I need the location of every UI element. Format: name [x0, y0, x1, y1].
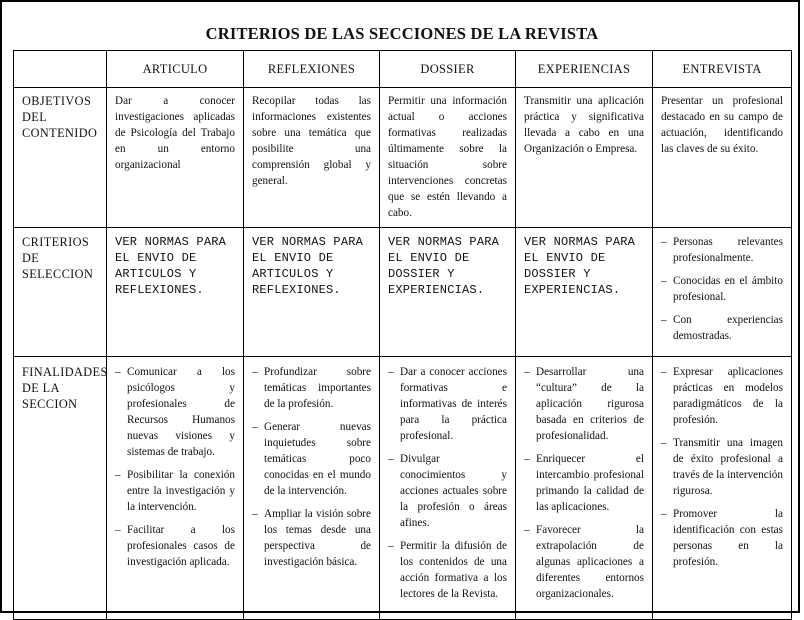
column-header-articulo: ARTICULO [107, 51, 244, 88]
list-item: – Con experiencias demostradas. [661, 312, 783, 344]
cell-criterios-experiencias: VER NORMAS PARA EL ENVIO DE DOSSIER Y EXPERIENCIAS. [516, 228, 653, 357]
list-item: – Enriquecer el intercambio profesional primando la calidad de las aplicaciones. [524, 451, 644, 515]
corner-cell [14, 51, 107, 88]
row-header-criterios: CRITERIOS DE SELECCION [14, 228, 107, 357]
list-item: – Promover la identificación con estas personas en la profesión. [661, 506, 783, 570]
list-item: – Desarrollar una “cultura” de la aplicación rigurosa basada en criterios de profesionalidad. [524, 364, 644, 444]
bullet-list [524, 364, 644, 602]
list-item: – Favorecer la extrapolación de algunas aplicaciones a diferentes entornos organizacionales. [524, 522, 644, 602]
cell-finalidades-entrevista [653, 357, 792, 620]
cell-criterios-entrevista [653, 228, 792, 357]
list-item: – Comunicar a los psicólogos y profesionales de Recursos Humanos nuevas visiones y sistemas de trabajo. [115, 364, 235, 460]
bullet-list [388, 364, 507, 602]
list-item: – Divulgar conocimientos y acciones actuales sobre la profesión o áreas afines. [388, 451, 507, 531]
list-item: – Personas relevantes profesionalmente. [661, 234, 783, 266]
table-row-objetivos [14, 88, 792, 228]
bullet-list [661, 364, 783, 570]
table-row-criterios [14, 228, 792, 357]
list-item: – Conocidas en el ámbito profesional. [661, 273, 783, 305]
column-header-experiencias: EXPERIENCIAS [516, 51, 653, 88]
cell-finalidades-experiencias [516, 357, 653, 620]
list-item: – Expresar aplicaciones prácticas en modelos paradigmáticos de la profesión. [661, 364, 783, 428]
column-header-reflexiones: REFLEXIONES [244, 51, 380, 88]
list-item: – Posibilitar la conexión entre la investigación y la intervención. [115, 467, 235, 515]
criteria-table [13, 50, 792, 620]
page-title: CRITERIOS DE LAS SECCIONES DE LA REVISTA [205, 24, 599, 43]
row-header-finalidades: FINALIDADES DE LA SECCION [14, 357, 107, 620]
list-item: – Ampliar la visión sobre los temas desde una perspectiva de investigación básica. [252, 506, 371, 570]
cell-criterios-reflexiones: VER NORMAS PARA EL ENVIO DE ARTICULOS Y REFLEXIONES. [244, 228, 380, 357]
list-item: – Dar a conocer acciones formativas e informativas de interés para la práctica profesional. [388, 364, 507, 444]
cell-objetivos-reflexiones: Recopilar todas las informaciones existentes sobre una temática que posibilite una comprensión global y general. [244, 88, 380, 228]
list-item: – Permitir la difusión de los contenidos de una acción formativa a los lectores de la Revista. [388, 538, 507, 602]
table-row-finalidades [14, 357, 792, 620]
column-header-entrevista: ENTREVISTA [653, 51, 792, 88]
cell-criterios-articulo: VER NORMAS PARA EL ENVIO DE ARTICULOS Y REFLEXIONES. [107, 228, 244, 357]
cell-finalidades-dossier [380, 357, 516, 620]
cell-objetivos-dossier: Permitir una información actual o acciones formativas realizadas últimamente sobre la situación sobre intervenciones concretas que se estén llevando a cabo. [380, 88, 516, 228]
list-item: – Transmitir una imagen de éxito profesional a través de la intervención rigurosa. [661, 435, 783, 499]
cell-finalidades-reflexiones [244, 357, 380, 620]
cell-objetivos-articulo: Dar a conocer investigaciones aplicadas de Psicología del Trabajo en un entorno organizacional [107, 88, 244, 228]
cell-objetivos-entrevista: Presentar un profesional destacado en su campo de actuación, identificando las claves de su éxito. [653, 88, 792, 228]
bullet-list [252, 364, 371, 570]
bullet-list [115, 364, 235, 570]
header-row [14, 51, 792, 88]
column-header-dossier: DOSSIER [380, 51, 516, 88]
cell-criterios-dossier: VER NORMAS PARA EL ENVIO DE DOSSIER Y EXPERIENCIAS. [380, 228, 516, 357]
list-item: – Facilitar a los profesionales casos de investigación aplicada. [115, 522, 235, 570]
list-item: – Profundizar sobre temáticas importantes de la profesión. [252, 364, 371, 412]
row-header-objetivos: OBJETIVOS DEL CONTENIDO [14, 88, 107, 228]
cell-objetivos-experiencias: Transmitir una aplicación práctica y significativa llevada a cabo en una Organización o Empresa. [516, 88, 653, 228]
cell-finalidades-articulo [107, 357, 244, 620]
list-item: – Generar nuevas inquietudes sobre temáticas poco conocidas en el mundo de la intervención. [252, 419, 371, 499]
bullet-list [661, 234, 783, 344]
